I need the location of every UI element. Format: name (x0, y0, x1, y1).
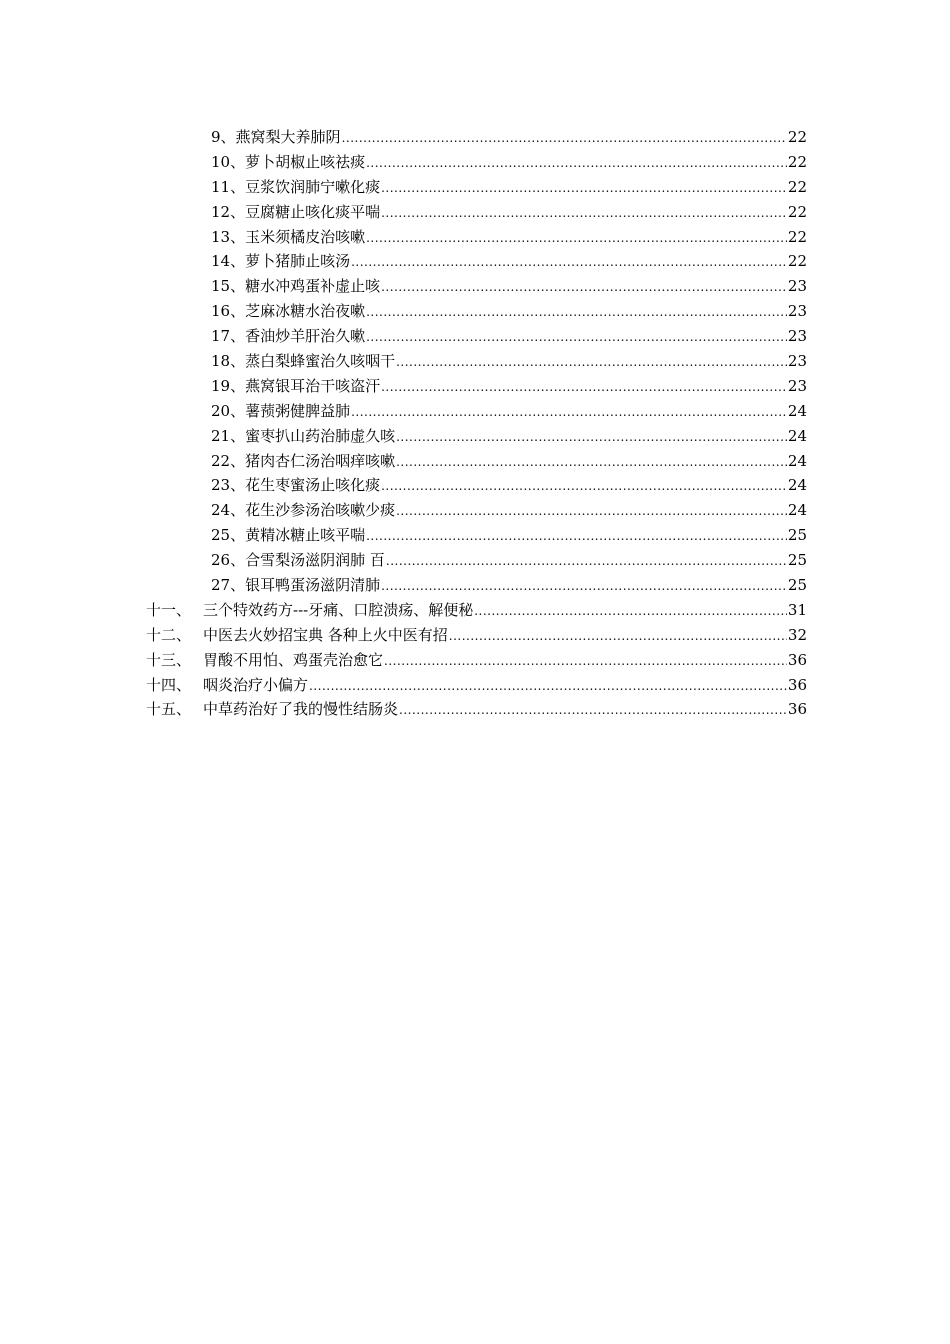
toc-entry-title: 豆浆饮润肺宁嗽化痰 (245, 177, 381, 196)
toc-entry-page: 22 (787, 252, 807, 271)
toc-entry-number: 15、 (211, 277, 246, 296)
dot-leader (381, 474, 787, 499)
dot-leader (381, 275, 787, 300)
toc-chapter-number: 十三、 (146, 650, 192, 669)
toc-entry-title: 花生枣蜜汤止咳化痰 (245, 476, 381, 495)
dot-leader (381, 176, 787, 201)
dot-leader (381, 574, 787, 599)
dot-leader (399, 698, 787, 723)
toc-entry[interactable] (0, 548, 950, 573)
dot-leader (396, 499, 787, 524)
toc-entry[interactable] (0, 324, 950, 349)
dot-leader (351, 400, 787, 425)
toc-entry[interactable] (0, 374, 950, 399)
toc-entry-page: 24 (787, 476, 807, 495)
toc-chapter-title: 咽炎治疗小偏方 (203, 675, 309, 694)
toc-chapter-number: 十四、 (146, 675, 192, 694)
dot-leader (366, 524, 787, 549)
toc-chapter-entry[interactable] (0, 648, 950, 673)
toc-entry-number: 24、 (211, 501, 246, 520)
toc-entry-title: 薯蓣粥健脾益肺 (245, 401, 351, 420)
dot-leader (342, 126, 787, 151)
toc-entry-title: 花生沙参汤治咳嗽少痰 (245, 501, 396, 520)
toc-entry-number: 23、 (211, 476, 246, 495)
toc-entry-title: 香油炒羊肝治久嗽 (245, 327, 366, 346)
dot-leader (386, 549, 787, 574)
toc-entry-number: 22、 (211, 451, 246, 470)
toc-chapter-entry[interactable] (0, 697, 950, 722)
toc-entry-number: 27、 (211, 576, 246, 595)
toc-entry[interactable] (0, 125, 950, 150)
toc-entry-page: 23 (787, 327, 807, 346)
dot-leader (366, 226, 787, 251)
toc-entry-title: 蒸白梨蜂蜜治久咳咽干 (245, 352, 396, 371)
toc-entry-page: 23 (787, 352, 807, 371)
toc-entry-number: 20、 (211, 401, 246, 420)
toc-entry-number: 12、 (211, 202, 246, 221)
toc-entry[interactable] (0, 349, 950, 374)
toc-entry-title: 合雪梨汤滋阴润肺 百 (245, 551, 385, 570)
toc-entry-number: 21、 (211, 426, 246, 445)
toc-entry-number: 16、 (211, 302, 246, 321)
toc-chapter-page: 36 (787, 675, 807, 694)
dot-leader (366, 300, 787, 325)
toc-entry[interactable] (0, 274, 950, 299)
toc-chapter-number: 十二、 (146, 625, 192, 644)
toc-entry-title: 豆腐糖止咳化痰平喘 (245, 202, 381, 221)
toc-entry[interactable] (0, 249, 950, 274)
toc-chapter-page: 32 (787, 625, 807, 644)
dot-leader (381, 201, 787, 226)
toc-chapter-title: 中医去火妙招宝典 各种上火中医有招 (203, 625, 448, 644)
toc-entry-page: 25 (787, 551, 807, 570)
toc-entry-page: 22 (787, 128, 807, 146)
toc-entry[interactable] (0, 424, 950, 449)
toc-entry-number: 18、 (211, 352, 246, 371)
toc-chapter-page: 36 (787, 650, 807, 669)
toc-entry-number: 11、 (211, 177, 246, 196)
toc-chapter-title: 中草药治好了我的慢性结肠炎 (203, 700, 399, 719)
toc-entry-title: 燕窝银耳治干咳盗汗 (245, 376, 381, 395)
toc-entry[interactable] (0, 449, 950, 474)
toc-entry[interactable] (0, 175, 950, 200)
toc-entry-title: 猪肉杏仁汤治咽痒咳嗽 (245, 451, 396, 470)
toc-entry-page: 23 (787, 277, 807, 296)
dot-leader (309, 674, 787, 699)
toc-chapter-title: 三个特效药方---牙痛、口腔溃疡、解便秘 (203, 600, 474, 619)
toc-chapter-number: 十一、 (146, 600, 192, 619)
dot-leader (381, 375, 787, 400)
toc-entry-title: 燕窝梨大养肺阴 (235, 128, 341, 146)
toc-entry-page: 22 (787, 227, 807, 246)
toc-entry[interactable] (0, 299, 950, 324)
toc-entry-page: 25 (787, 526, 807, 545)
toc-chapter-title: 胃酸不用怕、鸡蛋壳治愈它 (203, 650, 384, 669)
toc-entry[interactable] (0, 150, 950, 175)
toc-entry-title: 黄精冰糖止咳平喘 (245, 526, 366, 545)
dot-leader (384, 649, 787, 674)
dot-leader (449, 624, 787, 649)
toc-entry-title: 芝麻冰糖水治夜嗽 (245, 302, 366, 321)
toc-entry-page: 22 (787, 152, 807, 171)
toc-entry-number: 25、 (211, 526, 246, 545)
toc-entry[interactable] (0, 573, 950, 598)
toc-entry-page: 22 (787, 177, 807, 196)
toc-entry-title: 银耳鸭蛋汤滋阴清肺 (245, 576, 381, 595)
toc-entry-title: 蜜枣扒山药治肺虚久咳 (245, 426, 396, 445)
toc-chapter-entry[interactable] (0, 598, 950, 623)
toc-entry-page: 24 (787, 426, 807, 445)
toc-entry-page: 24 (787, 451, 807, 470)
toc-entry-number: 17、 (211, 327, 246, 346)
toc-entry-number: 13、 (211, 227, 246, 246)
toc-entry-number: 26、 (211, 551, 246, 570)
toc-entry-number: 19、 (211, 376, 246, 395)
toc-entry[interactable] (0, 523, 950, 548)
toc-entry-title: 玉米须橘皮治咳嗽 (245, 227, 366, 246)
toc-entry-number: 10、 (211, 152, 246, 171)
toc-chapter-entry[interactable] (0, 673, 950, 698)
toc-entry[interactable] (0, 399, 950, 424)
toc-entry[interactable] (0, 200, 950, 225)
dot-leader (396, 425, 787, 450)
toc-entry-number: 9、 (211, 128, 236, 146)
toc-entry-page: 24 (787, 501, 807, 520)
toc-entry-title: 萝卜猪肺止咳汤 (245, 252, 351, 271)
dot-leader (351, 250, 787, 275)
toc-entry[interactable] (0, 498, 950, 523)
toc-entry-page: 25 (787, 576, 807, 595)
toc-entry-page: 23 (787, 376, 807, 395)
dot-leader (396, 350, 787, 375)
table-of-contents (0, 125, 950, 722)
toc-entry[interactable] (0, 225, 950, 250)
toc-chapter-number: 十五、 (146, 700, 192, 719)
toc-chapter-entry[interactable] (0, 623, 950, 648)
dot-leader (366, 151, 787, 176)
toc-entry-title: 萝卜胡椒止咳祛痰 (245, 152, 366, 171)
toc-entry-page: 22 (787, 202, 807, 221)
toc-entry[interactable] (0, 473, 950, 498)
dot-leader (474, 599, 787, 624)
toc-entry-page: 23 (787, 302, 807, 321)
dot-leader (366, 325, 787, 350)
toc-entry-page: 24 (787, 401, 807, 420)
dot-leader (396, 450, 787, 475)
toc-entry-number: 14、 (211, 252, 246, 271)
toc-chapter-page: 36 (787, 700, 807, 719)
toc-entry-title: 糖水冲鸡蛋补虚止咳 (245, 277, 381, 296)
toc-chapter-page: 31 (787, 600, 807, 619)
